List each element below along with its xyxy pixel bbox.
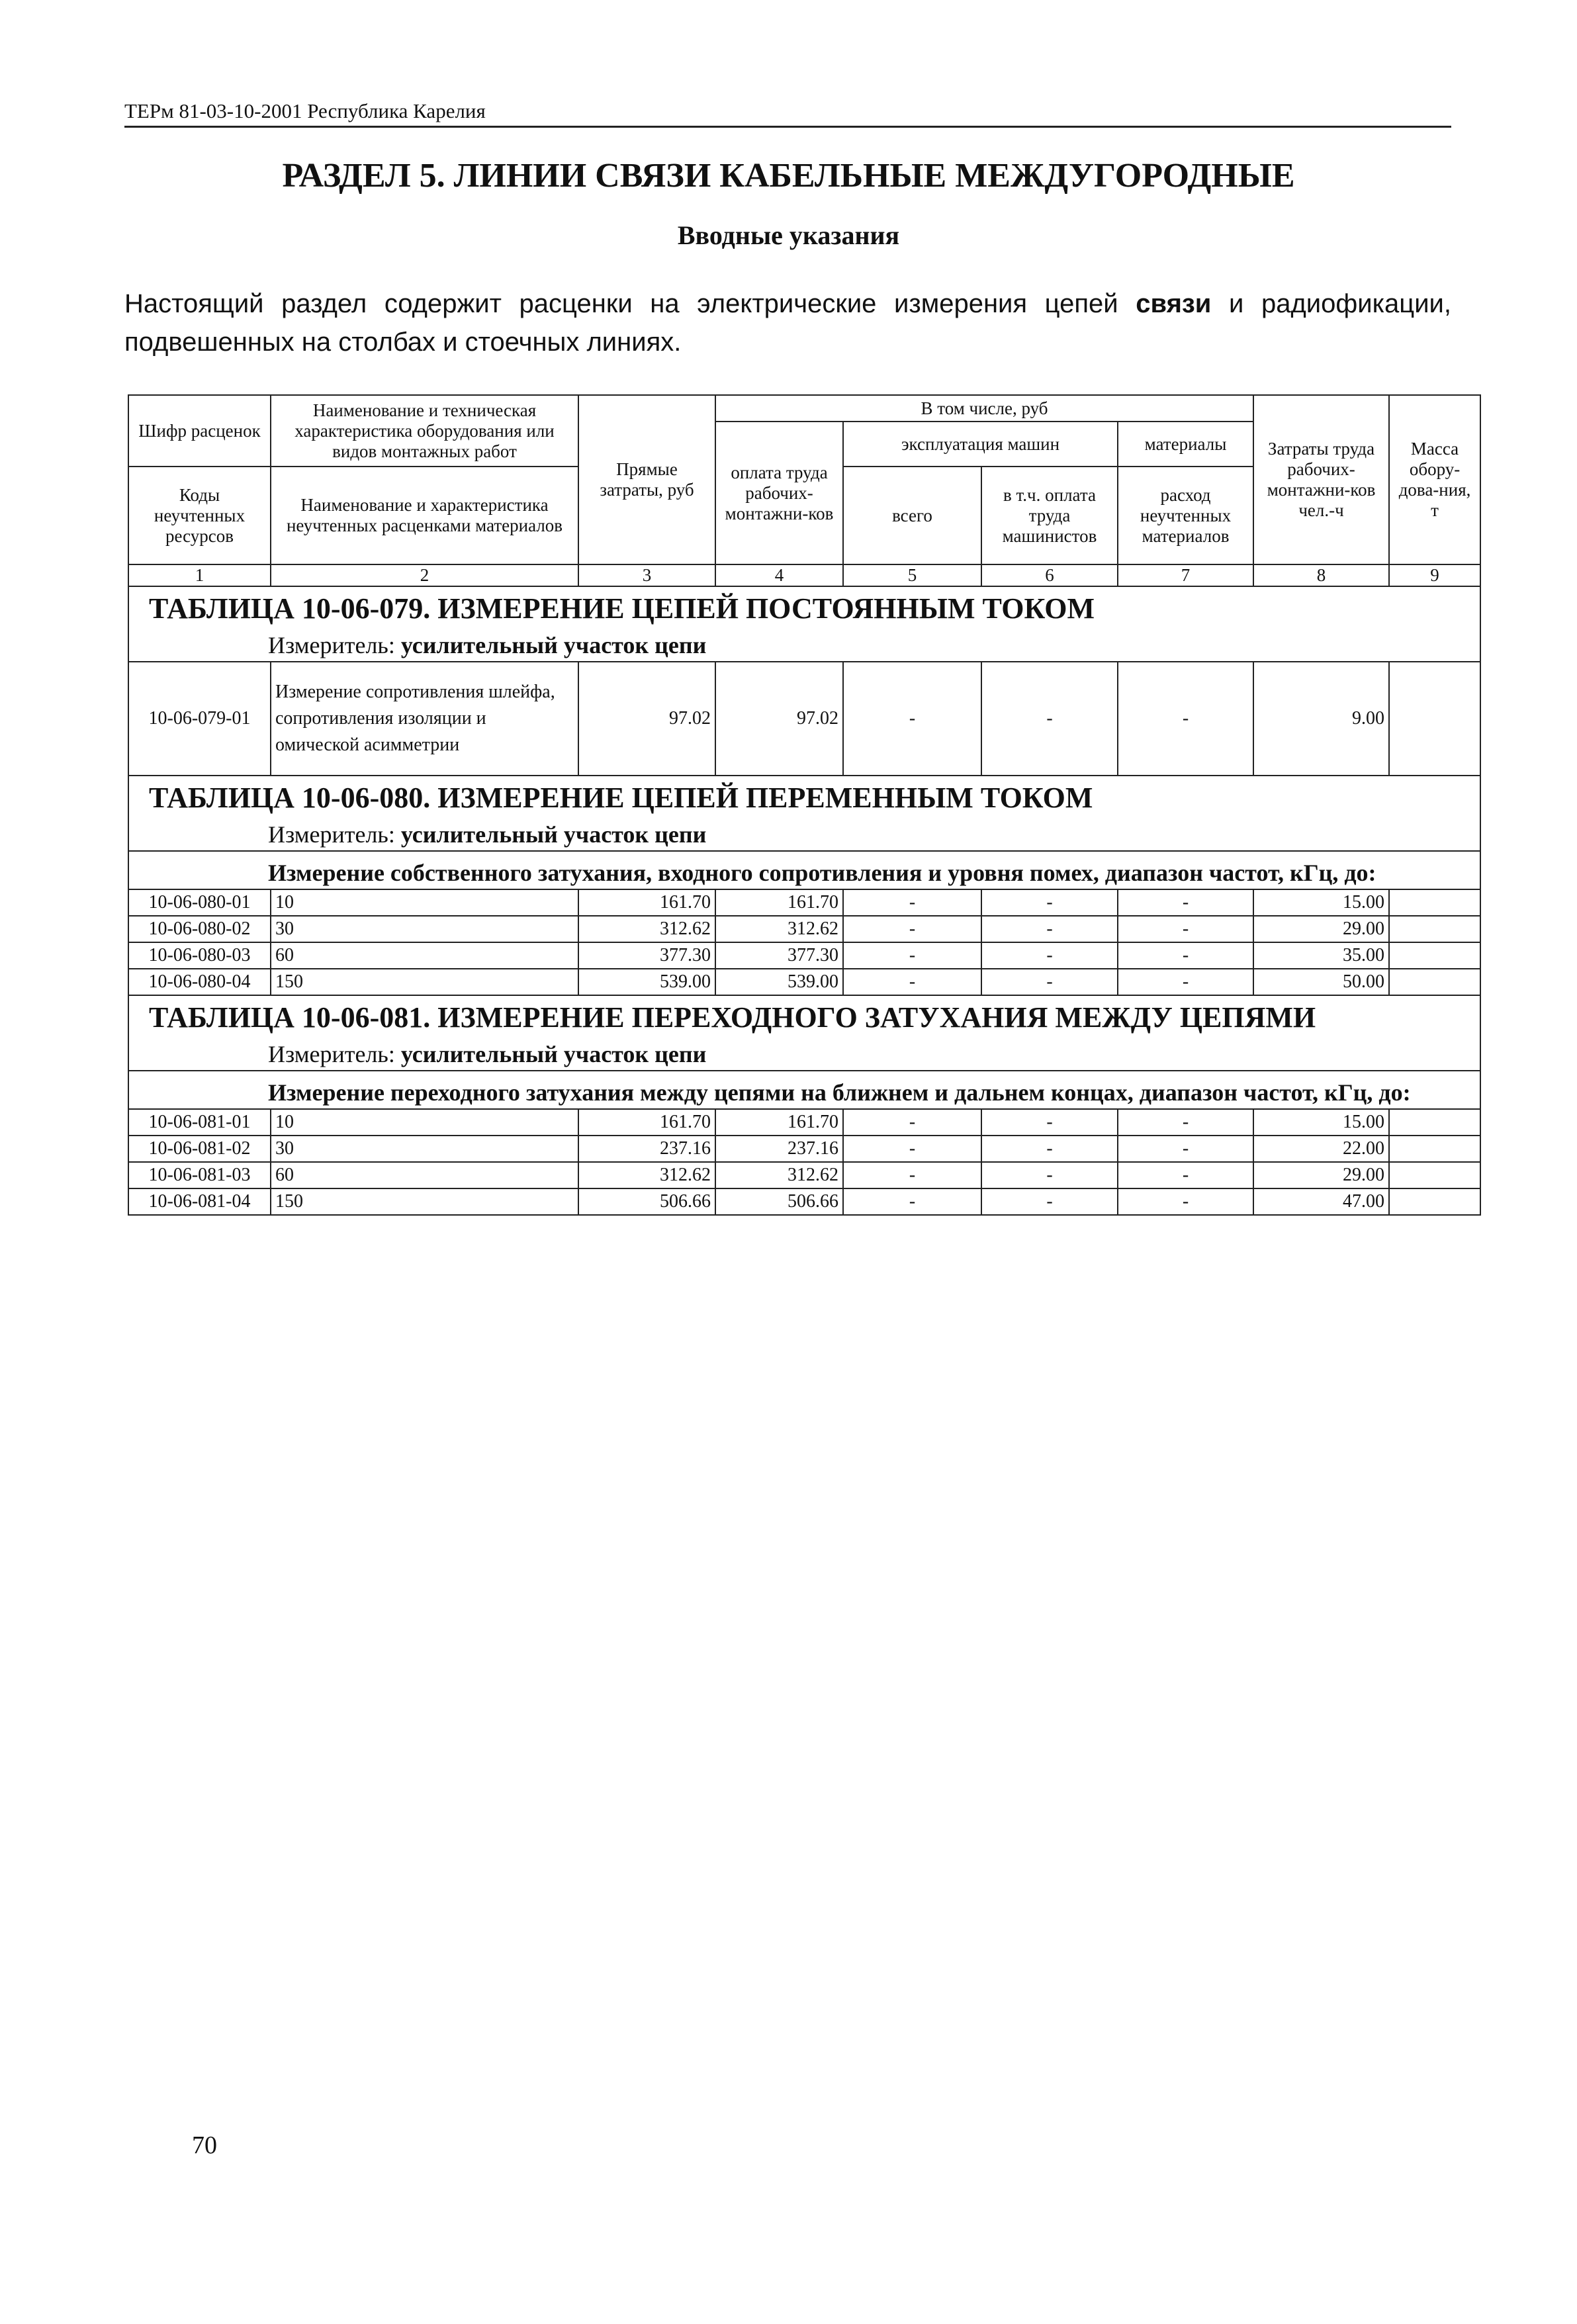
row-labor: 539.00 [715, 969, 843, 995]
head-labor-cost: Затраты труда рабочих-монтажни-ков чел.-ч [1253, 395, 1389, 564]
row-direct: 161.70 [578, 1109, 715, 1136]
row-name: 10 [271, 889, 578, 916]
row-materials: - [1118, 942, 1253, 969]
row-labor: 377.30 [715, 942, 843, 969]
row-operators: - [981, 1188, 1118, 1215]
row-mass [1389, 969, 1480, 995]
row-labor: 237.16 [715, 1136, 843, 1162]
row-labor: 312.62 [715, 1162, 843, 1188]
meter-081 [128, 1038, 1480, 1071]
row-labor-cost: 47.00 [1253, 1188, 1389, 1215]
row-labor-cost: 15.00 [1253, 889, 1389, 916]
col-num: 4 [715, 564, 843, 586]
row-labor-cost: 29.00 [1253, 916, 1389, 942]
row-materials: - [1118, 662, 1253, 776]
row-operators: - [981, 1136, 1118, 1162]
rates-table [128, 394, 1481, 1216]
row-code: 10-06-081-01 [128, 1109, 271, 1136]
row-mass [1389, 942, 1480, 969]
section-title: РАЗДЕЛ 5. ЛИНИИ СВЯЗИ КАБЕЛЬНЫЕ МЕЖДУГОРОДНЫЕ [282, 157, 1295, 195]
row-code: 10-06-079-01 [128, 662, 271, 776]
row-machines: - [843, 916, 981, 942]
head-incl: В том числе, руб [715, 395, 1253, 422]
row-mass [1389, 1136, 1480, 1162]
meter-label: Измеритель: [268, 632, 401, 658]
row-labor-cost: 29.00 [1253, 1162, 1389, 1188]
head-code: Шифр расценок [128, 395, 271, 467]
meter-label: Измеритель: [268, 821, 401, 848]
meter-value: усилительный участок цепи [400, 821, 707, 848]
row-labor-cost: 22.00 [1253, 1136, 1389, 1162]
group-080: Измерение собственного затухания, входного сопротивления и уровня помех, диапазон частот, кГц, до: [128, 851, 1480, 889]
head-unaccounted: расход неучтенных материалов [1118, 467, 1253, 564]
row-code: 10-06-080-03 [128, 942, 271, 969]
intro-bold: связи [1136, 289, 1212, 318]
row-labor: 161.70 [715, 889, 843, 916]
col-num: 5 [843, 564, 981, 586]
head-materials: материалы [1118, 422, 1253, 467]
row-labor: 161.70 [715, 1109, 843, 1136]
row-machines: - [843, 662, 981, 776]
row-name: 30 [271, 916, 578, 942]
intro-paragraph [124, 285, 1451, 361]
row-machines: - [843, 1162, 981, 1188]
row-labor: 97.02 [715, 662, 843, 776]
head-materials-name: Наименование и характеристика неучтенных расценками материалов [271, 467, 578, 564]
row-direct: 506.66 [578, 1188, 715, 1215]
intro-text-2: и радиофикации, подвешенных на столбах и стоечных линиях. [124, 289, 1451, 357]
row-labor: 312.62 [715, 916, 843, 942]
row-direct: 97.02 [578, 662, 715, 776]
head-labor: оплата труда рабочих-монтажни-ков [715, 422, 843, 564]
row-operators: - [981, 1162, 1118, 1188]
row-name: 60 [271, 1162, 578, 1188]
table-081-title: ТАБЛИЦА 10-06-081. ИЗМЕРЕНИЕ ПЕРЕХОДНОГО ЗАТУХАНИЯ МЕЖДУ ЦЕПЯМИ [128, 995, 1480, 1038]
row-code: 10-06-081-04 [128, 1188, 271, 1215]
table-080-title: ТАБЛИЦА 10-06-080. ИЗМЕРЕНИЕ ЦЕПЕЙ ПЕРЕМЕННЫМ ТОКОМ [128, 776, 1480, 819]
group-081: Измерение переходного затухания между цепями на ближнем и дальнем концах, диапазон частот, кГц, до: [128, 1071, 1480, 1109]
head-direct: Прямые затраты, руб [578, 395, 715, 564]
row-name: 60 [271, 942, 578, 969]
page-number: 70 [192, 2131, 217, 2159]
row-machines: - [843, 1188, 981, 1215]
head-name: Наименование и техническая характеристика оборудования или видов монтажных работ [271, 395, 578, 467]
table-079-title: ТАБЛИЦА 10-06-079. ИЗМЕРЕНИЕ ЦЕПЕЙ ПОСТОЯННЫМ ТОКОМ [128, 586, 1480, 629]
subtitle: Вводные указания [677, 220, 900, 250]
row-materials: - [1118, 889, 1253, 916]
col-num: 2 [271, 564, 578, 586]
meter-value: усилительный участок цепи [400, 1041, 707, 1067]
head-operators: в т.ч. оплата труда машинистов [981, 467, 1118, 564]
row-machines: - [843, 969, 981, 995]
row-labor-cost: 50.00 [1253, 969, 1389, 995]
row-code: 10-06-081-03 [128, 1162, 271, 1188]
row-mass [1389, 1162, 1480, 1188]
row-direct: 312.62 [578, 916, 715, 942]
row-mass [1389, 662, 1480, 776]
row-machines: - [843, 942, 981, 969]
row-materials: - [1118, 1162, 1253, 1188]
row-mass [1389, 889, 1480, 916]
meter-label: Измеритель: [268, 1041, 401, 1067]
row-mass [1389, 916, 1480, 942]
row-direct: 539.00 [578, 969, 715, 995]
head-mass: Масса обору-дова-ния, т [1389, 395, 1480, 564]
row-labor-cost: 9.00 [1253, 662, 1389, 776]
row-materials: - [1118, 969, 1253, 995]
row-code: 10-06-080-04 [128, 969, 271, 995]
row-code: 10-06-080-02 [128, 916, 271, 942]
head-resources: Коды неучтенных ресурсов [128, 467, 271, 564]
row-mass [1389, 1109, 1480, 1136]
row-direct: 161.70 [578, 889, 715, 916]
row-materials: - [1118, 1136, 1253, 1162]
running-header: ТЕРм 81-03-10-2001 Республика Карелия [124, 99, 1451, 128]
row-operators: - [981, 942, 1118, 969]
row-operators: - [981, 969, 1118, 995]
intro-text-1: Настоящий раздел содержит расценки на электрические измерения цепей [124, 289, 1136, 318]
row-name: 10 [271, 1109, 578, 1136]
meter-080 [128, 819, 1480, 851]
row-name: 150 [271, 1188, 578, 1215]
row-direct: 237.16 [578, 1136, 715, 1162]
head-machines: эксплуатация машин [843, 422, 1118, 467]
row-name: Измерение сопротивления шлейфа, сопротивления изоляции и омической асимметрии [271, 662, 578, 776]
row-code: 10-06-081-02 [128, 1136, 271, 1162]
row-machines: - [843, 1136, 981, 1162]
col-num: 8 [1253, 564, 1389, 586]
col-num: 3 [578, 564, 715, 586]
row-materials: - [1118, 916, 1253, 942]
row-operators: - [981, 889, 1118, 916]
row-name: 150 [271, 969, 578, 995]
row-name: 30 [271, 1136, 578, 1162]
row-materials: - [1118, 1109, 1253, 1136]
meter-079 [128, 629, 1480, 662]
row-labor: 506.66 [715, 1188, 843, 1215]
row-code: 10-06-080-01 [128, 889, 271, 916]
row-operators: - [981, 1109, 1118, 1136]
row-mass [1389, 1188, 1480, 1215]
row-operators: - [981, 916, 1118, 942]
meter-value: усилительный участок цепи [400, 632, 707, 658]
row-direct: 312.62 [578, 1162, 715, 1188]
col-num: 7 [1118, 564, 1253, 586]
row-operators: - [981, 662, 1118, 776]
row-materials: - [1118, 1188, 1253, 1215]
row-machines: - [843, 889, 981, 916]
row-labor-cost: 35.00 [1253, 942, 1389, 969]
row-direct: 377.30 [578, 942, 715, 969]
head-total: всего [843, 467, 981, 564]
col-num: 6 [981, 564, 1118, 586]
col-num: 1 [128, 564, 271, 586]
col-num: 9 [1389, 564, 1480, 586]
row-machines: - [843, 1109, 981, 1136]
row-labor-cost: 15.00 [1253, 1109, 1389, 1136]
